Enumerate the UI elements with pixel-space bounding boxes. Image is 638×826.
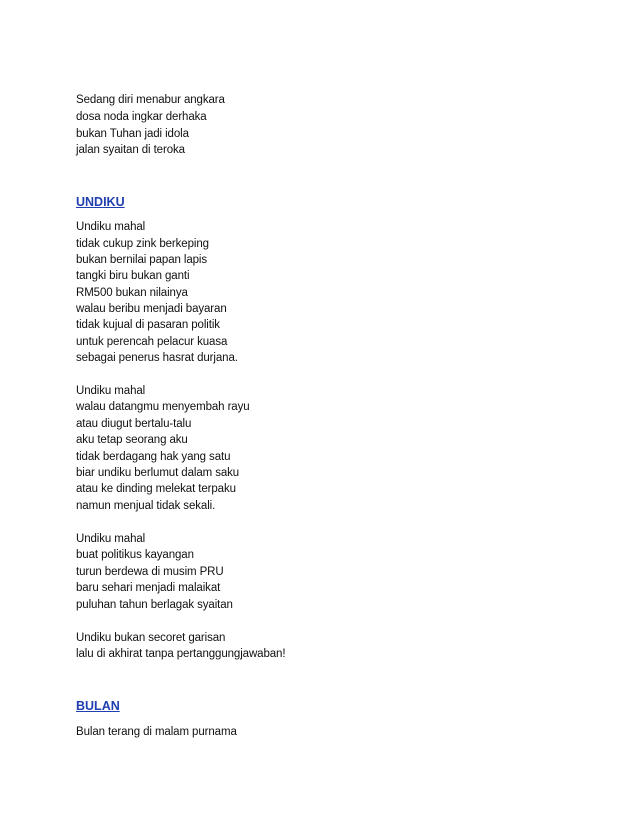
poem-line: untuk perencah pelacur kuasa bbox=[76, 336, 228, 348]
section-heading-undiku: UNDIKU bbox=[76, 195, 125, 209]
poem-line: Sedang diri menabur angkara bbox=[76, 94, 225, 106]
poem-line: walau datangmu menyembah rayu bbox=[76, 401, 250, 413]
poem-line: baru sehari menjadi malaikat bbox=[76, 582, 221, 594]
poem-line: lalu di akhirat tanpa pertanggungjawaban! bbox=[76, 648, 286, 660]
poem-line: puluhan tahun berlagak syaitan bbox=[76, 599, 233, 611]
poem-line: tangki biru bukan ganti bbox=[76, 270, 190, 282]
poem-line: bukan bernilai papan lapis bbox=[76, 254, 208, 266]
poem-line: bukan Tuhan jadi idola bbox=[76, 128, 189, 140]
poem-line: Bulan terang di malam purnama bbox=[76, 726, 237, 738]
poem-line: RM500 bukan nilainya bbox=[76, 287, 188, 299]
poem-line: aku tetap seorang aku bbox=[76, 434, 188, 446]
poem-line: turun berdewa di musim PRU bbox=[76, 566, 224, 578]
poem-line: atau diugut bertalu-talu bbox=[76, 418, 192, 430]
poem-line: namun menjual tidak sekali. bbox=[76, 500, 216, 512]
poem-line: walau beribu menjadi bayaran bbox=[76, 303, 227, 315]
section-heading-bulan: BULAN bbox=[76, 699, 120, 713]
poem-line: tidak kujual di pasaran politik bbox=[76, 319, 220, 331]
poem-line: atau ke dinding melekat terpaku bbox=[76, 483, 236, 495]
poem-line: tidak cukup zink berkeping bbox=[76, 238, 209, 250]
poem-line: Undiku mahal bbox=[76, 385, 146, 397]
poem-line: Undiku mahal bbox=[76, 221, 146, 233]
poem-line: Undiku mahal bbox=[76, 533, 146, 545]
poem-line: biar undiku berlumut dalam saku bbox=[76, 467, 240, 479]
poem-line: dosa noda ingkar derhaka bbox=[76, 111, 207, 123]
poem-line: sebagai penerus hasrat durjana. bbox=[76, 352, 238, 364]
poem-line: jalan syaitan di teroka bbox=[76, 144, 185, 156]
poem-line: Undiku bukan secoret garisan bbox=[76, 632, 226, 644]
poem-line: tidak berdagang hak yang satu bbox=[76, 451, 231, 463]
poem-line: buat politikus kayangan bbox=[76, 549, 194, 561]
